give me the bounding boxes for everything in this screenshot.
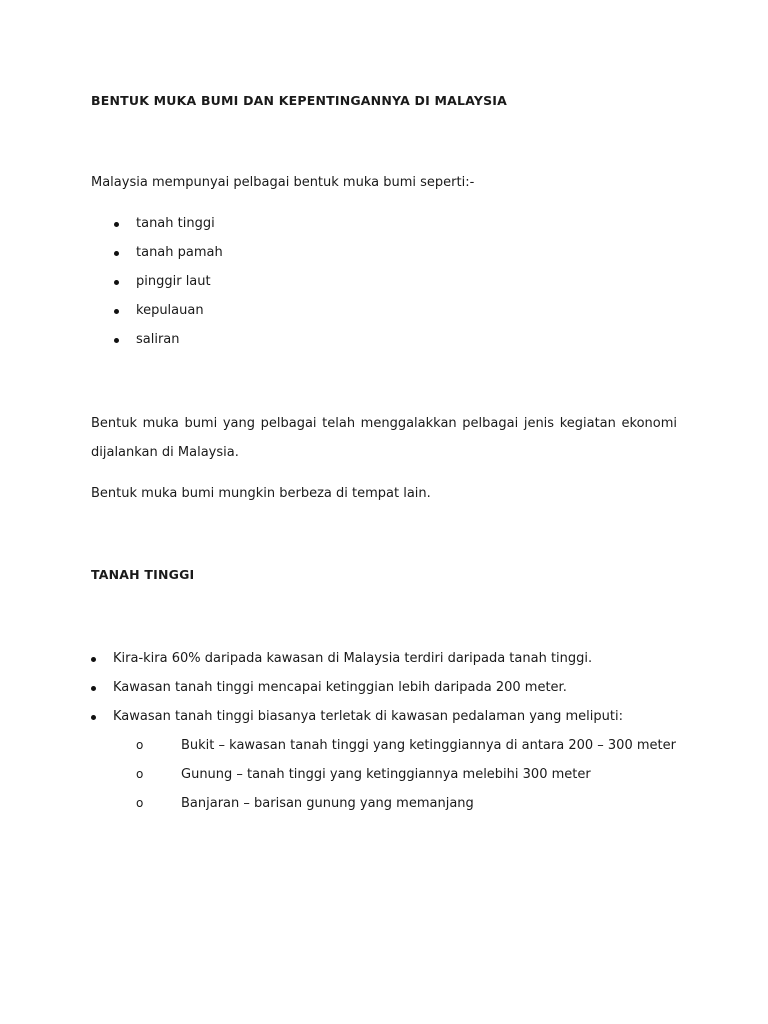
list-item-label: saliran [136,332,180,347]
paragraph-economy: Bentuk muka bumi yang pelbagai telah menggalakkan pelbagai jenis kegiatan ekonomi dijalankan di Malaysia. [91,416,677,460]
list-item-label: Kawasan tanah tinggi biasanya terletak di kawasan pedalaman yang meliputi: [113,709,623,724]
bullet-icon [114,251,119,256]
list-item-label: Kira-kira 60% daripada kawasan di Malaysia terdiri daripada tanah tinggi. [113,651,593,666]
bullet-icon [114,222,119,227]
section-heading: TANAH TINGGI [91,567,195,582]
intro-text: Malaysia mempunyai pelbagai bentuk muka bumi seperti:- [91,175,475,190]
list-item-label: pinggir laut [136,274,211,289]
bullet-icon [114,280,119,285]
paragraph-difference: Bentuk muka bumi mungkin berbeza di tempat lain. [91,486,431,501]
sub-bullet-icon: o [136,796,144,810]
sub-list-item-label: Gunung – tanah tinggi yang ketinggiannya melebihi 300 meter [181,767,591,782]
sub-list-item-label: Bukit – kawasan tanah tinggi yang ketinggiannya di antara 200 – 300 meter [181,738,676,753]
list-item-label: tanah tinggi [136,216,215,231]
list-item-label: kepulauan [136,303,204,318]
bullet-icon [91,715,96,720]
document-title: BENTUK MUKA BUMI DAN KEPENTINGANNYA DI MALAYSIA [91,93,508,108]
sub-bullet-icon: o [136,738,144,752]
bullet-icon [91,657,96,662]
bullet-icon [91,686,96,691]
sub-list-item-label: Banjaran – barisan gunung yang memanjang [181,796,474,811]
sub-bullet-icon: o [136,767,144,781]
bullet-icon [114,338,119,343]
list-item-label: Kawasan tanah tinggi mencapai ketinggian lebih daripada 200 meter. [113,680,567,695]
list-item-label: tanah pamah [136,245,223,260]
bullet-icon [114,309,119,314]
